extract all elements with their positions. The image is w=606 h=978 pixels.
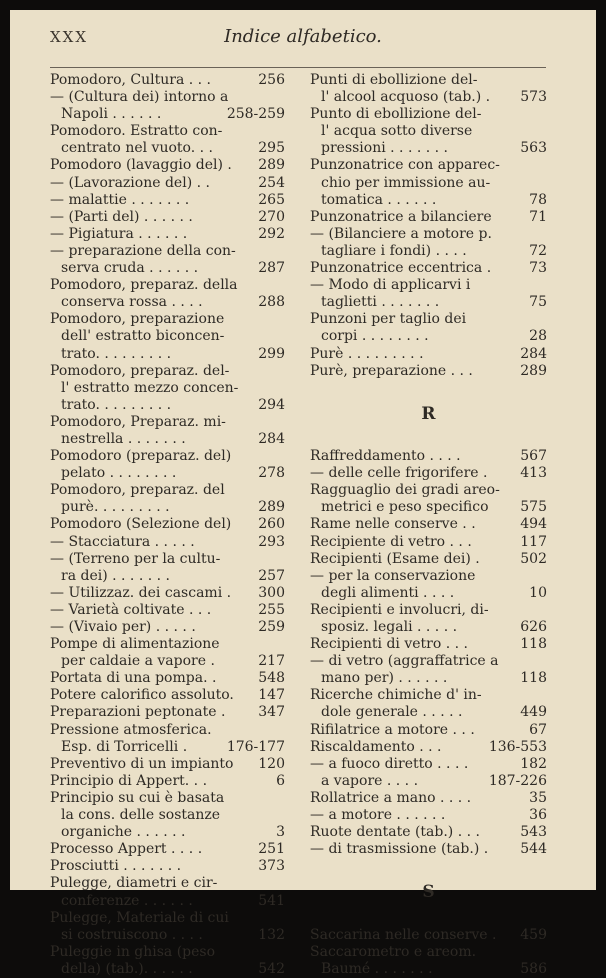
page-reference: 270: [258, 208, 285, 225]
page-reference: 132: [258, 926, 285, 943]
entry-text: — preparazione della con-: [50, 242, 236, 259]
page-header: [10, 26, 596, 56]
spacer: [310, 380, 547, 397]
index-entry: [310, 534, 547, 551]
index-entry: [50, 482, 285, 499]
index-entry: [310, 482, 547, 499]
page-reference: 3: [276, 824, 285, 841]
index-entry-continuation: [50, 106, 285, 123]
index-entry: [310, 824, 547, 841]
page-reference: 6: [276, 772, 285, 789]
page-reference: 586: [520, 960, 547, 977]
page-reference: 182: [520, 755, 547, 772]
entry-text: Preventivo di un impianto: [50, 755, 234, 772]
entry-text: l' estratto mezzo concen-: [61, 379, 239, 396]
page-reference: 288: [258, 294, 285, 311]
index-entry: [310, 602, 547, 619]
entry-text: Rame nelle conserve . .: [310, 516, 476, 533]
page-number: XXX: [50, 28, 89, 46]
page-reference: 118: [520, 636, 547, 653]
index-entry: [310, 927, 547, 944]
page-reference: 259: [258, 619, 285, 635]
index-entry-continuation: [310, 123, 547, 140]
page-reference: 287: [258, 260, 285, 277]
index-entry: [50, 226, 285, 243]
page-reference: 543: [520, 824, 547, 841]
entry-text: Potere calorifico assoluto.: [50, 687, 234, 704]
page-reference: 260: [258, 516, 285, 533]
entry-text: nestrella . . . . . . .: [61, 430, 186, 447]
page-reference: 567: [520, 448, 547, 465]
index-entry: [310, 311, 547, 328]
entry-text: Punzoni per taglio dei: [310, 311, 467, 328]
entry-text: — a motore . . . . . .: [310, 807, 446, 824]
entry-text: centrato nel vuoto. . .: [61, 140, 213, 157]
page-reference: 251: [258, 841, 285, 858]
entry-text: Punto di ebollizione del-: [310, 106, 482, 123]
entry-text: corpi . . . . . . . .: [321, 328, 429, 345]
entry-text: conferenze . . . . . .: [61, 892, 193, 909]
index-entry: [310, 106, 547, 123]
entry-text: Pomodoro. Estratto con-: [50, 123, 223, 140]
index-entry: [50, 619, 285, 636]
index-entry: [50, 516, 285, 533]
index-entry: [50, 773, 285, 790]
entry-text: organiche . . . . . .: [61, 824, 186, 841]
entry-text: Preparazioni peptonate .: [50, 704, 226, 721]
index-entry-continuation: [310, 243, 547, 260]
entry-text: per caldaie a vapore .: [61, 653, 215, 670]
page-reference: 256: [258, 72, 285, 88]
page-reference: 265: [258, 191, 285, 208]
index-entry: [310, 841, 547, 858]
index-entry: [50, 551, 285, 568]
index-entry: [310, 260, 547, 277]
page-reference: 257: [258, 567, 285, 584]
index-entry: [50, 722, 285, 739]
index-entry: [50, 585, 285, 602]
entry-text: serva cruda . . . . . .: [61, 260, 199, 277]
spacer: [310, 858, 547, 875]
index-entry-continuation: [310, 961, 547, 978]
entry-text: a vapore . . . .: [321, 772, 419, 789]
entry-text: Punti di ebollizione del-: [310, 72, 478, 88]
entry-text: — Pigiatura . . . . . .: [50, 225, 188, 242]
index-entry: [310, 653, 547, 670]
page-reference: 278: [258, 465, 285, 482]
index-column-right: [310, 72, 547, 978]
page-reference: 147: [258, 687, 285, 704]
index-entry-continuation: [310, 670, 547, 687]
book-page: [10, 10, 596, 977]
entry-text: si costruiscono . . . .: [61, 926, 203, 943]
entry-text: conserva rossa . . . .: [61, 294, 203, 311]
page-reference: 295: [258, 140, 285, 157]
entry-text: Saccarometro e areom.: [310, 943, 477, 960]
entry-text: Recipienti di vetro . . .: [310, 636, 468, 653]
index-entry: [310, 157, 547, 174]
page-reference: 75: [529, 294, 547, 311]
page-reference: 292: [258, 225, 285, 242]
entry-text: Punzonatrice a bilanciere: [310, 208, 492, 225]
entry-text: chio per immissione au-: [321, 174, 491, 191]
entry-text: — (Parti del) . . . . . .: [50, 208, 193, 225]
index-entry-continuation: [50, 380, 285, 397]
index-entry: [50, 602, 285, 619]
entry-text: Baumé . . . . . . .: [321, 960, 433, 977]
index-entry-continuation: [50, 927, 285, 944]
page-reference: 289: [258, 499, 285, 516]
index-entry: [50, 277, 285, 294]
index-entry: [310, 790, 547, 807]
entry-text: Punzonatrice eccentrica .: [310, 260, 492, 277]
page-reference: 413: [520, 465, 547, 482]
page-reference: 541: [258, 892, 285, 909]
entry-text: Rollatrice a mano . . . .: [310, 789, 472, 806]
entry-text: pressioni . . . . . . .: [321, 140, 449, 157]
page-reference: 289: [520, 362, 547, 379]
index-entry-continuation: [50, 260, 285, 277]
entry-text: Pomodoro, Cultura . . .: [50, 72, 211, 88]
entry-text: ra dei) . . . . . . .: [61, 567, 170, 584]
index-entry-continuation: [50, 431, 285, 448]
index-entry: [310, 807, 547, 824]
page-reference: 347: [258, 704, 285, 721]
index-column-left: [50, 72, 285, 978]
index-entry: [310, 346, 547, 363]
index-entry: [50, 311, 285, 328]
entry-text: Napoli . . . . . .: [61, 106, 162, 123]
page-reference: 502: [520, 550, 547, 567]
index-entry: [310, 226, 547, 243]
entry-text: trato. . . . . . . . .: [61, 345, 172, 362]
index-entry-continuation: [50, 328, 285, 345]
index-entry: [50, 157, 285, 174]
entry-text: — Modo di applicarvi i: [310, 277, 471, 294]
entry-text: Pomodoro, preparaz. del: [50, 482, 225, 499]
index-entry-continuation: [50, 653, 285, 670]
entry-text: l' alcool acquoso (tab.) .: [321, 89, 491, 106]
entry-text: Pulegge, diametri e cir-: [50, 875, 218, 892]
entry-text: pelato . . . . . . . .: [61, 465, 177, 482]
page-reference: 284: [520, 345, 547, 362]
page-reference: 573: [520, 89, 547, 106]
page-reference: 626: [520, 619, 547, 635]
entry-text: Recipienti e involucri, di-: [310, 601, 489, 618]
index-entry: [50, 175, 285, 192]
index-entry: [50, 243, 285, 260]
page-reference: 255: [258, 601, 285, 618]
entry-text: Rifilatrice a motore . . .: [310, 721, 475, 738]
page-reference: 217: [258, 653, 285, 670]
entry-text: — (Vivaio per) . . . . .: [50, 619, 196, 635]
entry-text: la cons. delle sostanze: [61, 807, 221, 824]
index-entry-continuation: [50, 824, 285, 841]
page-reference: 72: [529, 242, 547, 259]
entry-text: tomatica . . . . . .: [321, 191, 437, 208]
index-entry-continuation: [50, 294, 285, 311]
entry-text: Pomodoro (Selezione del): [50, 516, 232, 533]
spacer: [310, 431, 547, 448]
page-reference: 548: [258, 670, 285, 687]
entry-text: taglietti . . . . . . .: [321, 294, 440, 311]
index-entry: [310, 551, 547, 568]
index-entry: [50, 858, 285, 875]
index-entry-continuation: [50, 739, 285, 756]
index-entry: [50, 534, 285, 551]
section-letter: R: [421, 403, 436, 424]
page-reference: 136-553: [488, 738, 547, 755]
index-entry: [50, 875, 285, 892]
index-entry-continuation: [50, 140, 285, 157]
entry-text: — (Bilanciere a motore p.: [310, 225, 492, 242]
index-entry: [310, 568, 547, 585]
page-reference: 35: [529, 789, 547, 806]
index-entry: [310, 209, 547, 226]
index-entry: [50, 72, 285, 89]
entry-text: Raffreddamento . . . .: [310, 448, 461, 465]
index-entry: [50, 687, 285, 704]
index-entry-continuation: [310, 294, 547, 311]
page-reference: 300: [258, 584, 285, 601]
page-reference: 36: [529, 807, 547, 824]
index-entry: [310, 739, 547, 756]
entry-text: mano per) . . . . . .: [321, 670, 448, 687]
page-reference: 284: [258, 430, 285, 447]
index-entry-continuation: [310, 619, 547, 636]
index-entry: [310, 72, 547, 89]
index-entry: [50, 192, 285, 209]
entry-text: dole generale . . . . .: [321, 704, 463, 721]
entry-text: — (Terreno per la cultu-: [50, 550, 221, 567]
entry-text: sposiz. legali . . . . .: [321, 619, 458, 635]
index-entry: [50, 944, 285, 961]
index-entry: [310, 363, 547, 380]
entry-text: dell' estratto biconcen-: [61, 328, 225, 345]
entry-text: — delle celle frigorifere .: [310, 465, 488, 482]
index-entry: [310, 465, 547, 482]
entry-text: Ragguaglio dei gradi areo-: [310, 482, 500, 499]
page-reference: 10: [529, 584, 547, 601]
page-reference: 118: [520, 670, 547, 687]
entry-text: Puleggie in ghisa (peso: [50, 943, 216, 960]
entry-text: Pomodoro, preparaz. del-: [50, 362, 230, 379]
entry-text: — Utilizzaz. dei cascami .: [50, 584, 232, 601]
index-entry-continuation: [310, 140, 547, 157]
page-reference: 542: [258, 960, 285, 977]
page-reference: 73: [529, 260, 547, 277]
page-reference: 176-177: [226, 738, 285, 755]
entry-text: Recipiente di vetro . . .: [310, 533, 472, 550]
header-rule: [50, 67, 546, 68]
entry-text: Riscaldamento . . .: [310, 738, 442, 755]
entry-text: Pulegge, Materiale di cui: [50, 909, 229, 926]
entry-text: Principio di Appert. . .: [50, 772, 208, 789]
index-entry-continuation: [310, 773, 547, 790]
index-entry: [50, 363, 285, 380]
entry-text: Prosciutti . . . . . . .: [50, 858, 182, 875]
page-reference: 299: [258, 345, 285, 362]
index-entry: [50, 636, 285, 653]
index-entry: [310, 448, 547, 465]
page-reference: 575: [520, 499, 547, 516]
index-entry-continuation: [50, 499, 285, 516]
entry-text: Processo Appert . . . .: [50, 841, 203, 858]
page-reference: 373: [258, 858, 285, 875]
entry-text: trato. . . . . . . . .: [61, 396, 172, 413]
index-entry-continuation: [50, 807, 285, 824]
entry-text: degli alimenti . . . .: [321, 584, 455, 601]
page-reference: 187-226: [488, 772, 547, 789]
index-entry: [50, 414, 285, 431]
page-reference: 459: [520, 926, 547, 943]
entry-text: Saccarina nelle conserve .: [310, 926, 497, 943]
index-entry: [310, 636, 547, 653]
page-reference: 449: [520, 704, 547, 721]
index-entry-continuation: [50, 893, 285, 910]
page-reference: 117: [520, 533, 547, 550]
index-entry: [50, 89, 285, 106]
page-reference: 544: [520, 841, 547, 858]
entry-text: — di trasmissione (tab.) .: [310, 841, 489, 858]
entry-text: — di vetro (aggraffatrice a: [310, 653, 499, 670]
entry-text: metrici e peso specifico: [321, 499, 489, 516]
entry-text: — Varietà coltivate . . .: [50, 601, 212, 618]
page-reference: 71: [529, 208, 547, 225]
index-entry-continuation: [310, 175, 547, 192]
index-entry: [50, 790, 285, 807]
entry-text: Pomodoro, preparazione: [50, 311, 225, 328]
index-entry: [50, 448, 285, 465]
index-entry: [310, 756, 547, 773]
page-reference: 28: [529, 328, 547, 345]
page-reference: 494: [520, 516, 547, 533]
entry-text: della) (tab.). . . . . .: [61, 960, 193, 977]
index-entry-continuation: [310, 704, 547, 721]
index-entry: [50, 910, 285, 927]
index-entry: [50, 123, 285, 140]
index-entry-continuation: [310, 192, 547, 209]
entry-text: — Stacciatura . . . . .: [50, 533, 195, 550]
entry-text: Pomodoro (preparaz. del): [50, 448, 232, 465]
page-reference: 563: [520, 140, 547, 157]
index-entry-continuation: [310, 328, 547, 345]
page-reference: 67: [529, 721, 547, 738]
index-entry-continuation: [50, 465, 285, 482]
entry-text: Recipienti (Esame dei) .: [310, 550, 480, 567]
section-letter: S: [422, 882, 435, 903]
entry-text: — (Cultura dei) intorno a: [50, 89, 229, 106]
entry-text: Principio su cui è basata: [50, 789, 225, 806]
entry-text: Ricerche chimiche d' in-: [310, 687, 482, 704]
index-entry-continuation: [50, 568, 285, 585]
entry-text: Pomodoro, Preparaz. mi-: [50, 413, 226, 430]
index-entry-continuation: [310, 499, 547, 516]
page-reference: 120: [258, 755, 285, 772]
index-entry: [310, 516, 547, 533]
index-entry: [50, 756, 285, 773]
index-entry: [310, 944, 547, 961]
index-entry-continuation: [50, 346, 285, 363]
index-entry-continuation: [50, 961, 285, 978]
entry-text: purè. . . . . . . . .: [61, 499, 170, 516]
entry-text: Ruote dentate (tab.) . . .: [310, 824, 480, 841]
index-entry: [310, 687, 547, 704]
entry-text: Portata di una pompa. .: [50, 670, 217, 687]
entry-text: — (Lavorazione del) . .: [50, 174, 210, 191]
entry-text: Purè . . . . . . . . .: [310, 345, 424, 362]
page-reference: 258-259: [226, 106, 285, 123]
entry-text: l' acqua sotto diverse: [321, 123, 473, 140]
index-entry-continuation: [50, 397, 285, 414]
entry-text: Pressione atmosferica.: [50, 721, 212, 738]
page-reference: 78: [529, 191, 547, 208]
entry-text: tagliare i fondi) . . . .: [321, 242, 467, 259]
entry-text: — per la conservazione: [310, 567, 476, 584]
page-reference: 254: [258, 174, 285, 191]
entry-text: Punzonatrice con apparec-: [310, 157, 500, 174]
spacer: [310, 910, 547, 927]
entry-text: Esp. di Torricelli .: [61, 738, 188, 755]
entry-text: Pomodoro, preparaz. della: [50, 277, 238, 294]
entry-text: — malattie . . . . . . .: [50, 191, 190, 208]
entry-text: — a fuoco diretto . . . .: [310, 755, 469, 772]
page-reference: 289: [258, 157, 285, 174]
index-entry: [310, 277, 547, 294]
entry-text: Pompe di alimentazione: [50, 636, 220, 653]
index-entry: [310, 722, 547, 739]
page-title: Indice alfabetico.: [224, 26, 382, 47]
index-entry: [50, 704, 285, 721]
page-reference: 294: [258, 396, 285, 413]
index-entry-continuation: [310, 585, 547, 602]
index-entry: [50, 209, 285, 226]
index-entry: [50, 670, 285, 687]
index-entry: [50, 841, 285, 858]
entry-text: Pomodoro (lavaggio del) .: [50, 157, 232, 174]
page-reference: 293: [258, 533, 285, 550]
entry-text: Purè, preparazione . . .: [310, 362, 473, 379]
index-entry-continuation: [310, 89, 547, 106]
